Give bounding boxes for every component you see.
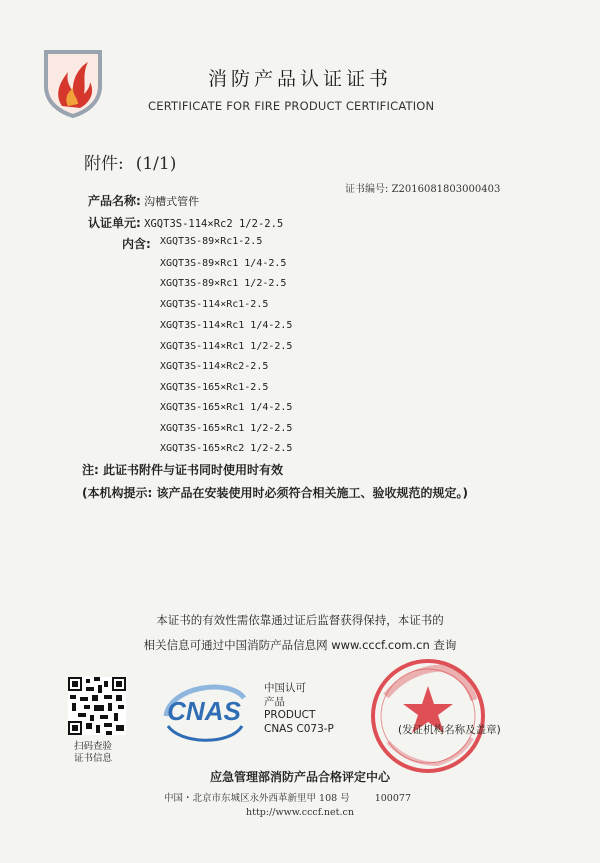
accreditation-line-1: 中国认可 [264,682,306,694]
annex-label [84,149,176,174]
accreditation-line-3: PRODUCT [264,709,316,721]
postcode: 100077 [374,793,411,804]
validity-line-1: 本证书的有效性需依靠通过证后监督获得保持，本证书的 [156,613,444,627]
issuer-address [164,790,411,804]
accreditation-line-4: CNAS C073-P [264,722,334,735]
list-item: XGQT3S-114×Rc2-2.5 [160,361,269,372]
list-item: XGQT3S-114×Rc1 1/4-2.5 [160,320,293,331]
product-name-label: 产品名称: [88,194,141,208]
certificate-number-value: Z2016081803000403 [391,184,501,195]
list-item: XGQT3S-114×Rc1 1/2-2.5 [160,341,293,352]
list-item: XGQT3S-165×Rc1 1/2-2.5 [160,423,293,434]
accreditation-line-2: 产品 [264,695,285,708]
qr-code[interactable] [68,677,126,735]
accreditation-text [264,682,334,736]
certificate-title-english: CERTIFICATE FOR FIRE PRODUCT CERTIFICATION [148,99,435,113]
issuer-signature-label: (发证机构名称及盖章) [398,724,501,736]
issuer-website[interactable]: http://www.cccf.net.cn [246,807,354,818]
list-item: XGQT3S-89×Rc1-2.5 [160,236,263,247]
contains-label-row [122,235,151,252]
certificate-number [345,180,500,195]
annex-text: 附件: [84,154,124,174]
certificate-number-label: 证书编号: [345,184,389,195]
contains-label: 内含: [122,237,151,251]
validity-note: 注: 此证书附件与证书同时使用时有效 [82,463,283,477]
qr-caption-line-1: 扫码查验 [74,741,113,752]
installation-note: (本机构提示: 该产品在安装使用时必须符合相关施工、验收规范的规定。) [82,486,468,500]
annex-page: (1/1) [135,154,177,174]
cert-unit-row [88,214,283,231]
cnas-logo [160,676,248,746]
list-item: XGQT3S-89×Rc1 1/2-2.5 [160,278,287,289]
cnas-logo-text: CNAS [167,696,241,726]
list-item: XGQT3S-165×Rc1-2.5 [160,382,269,393]
issuing-center-name: 应急管理部消防产品合格评定中心 [209,770,390,784]
official-seal [368,656,488,776]
address-text: 中国・北京市东城区永外西革新里甲 108 号 [164,793,350,804]
list-item: XGQT3S-165×Rc1 1/4-2.5 [160,402,293,413]
cert-unit-value: XGQT3S-114×Rc2 1/2-2.5 [144,218,284,230]
certificate-title: 消防产品认证证书 [207,68,392,90]
list-item: XGQT3S-89×Rc1 1/4-2.5 [160,258,287,269]
list-item: XGQT3S-165×Rc2 1/2-2.5 [160,443,293,454]
list-item: XGQT3S-114×Rc1-2.5 [160,299,269,310]
product-name-row [88,192,199,209]
validity-line-2: 相关信息可通过中国消防产品信息网 www.cccf.com.cn 查询 [143,638,457,652]
qr-caption [74,741,112,765]
cert-unit-label: 认证单元: [88,216,141,230]
qr-caption-line-2: 证书信息 [74,753,113,764]
product-name-value: 沟槽式管件 [144,195,200,208]
